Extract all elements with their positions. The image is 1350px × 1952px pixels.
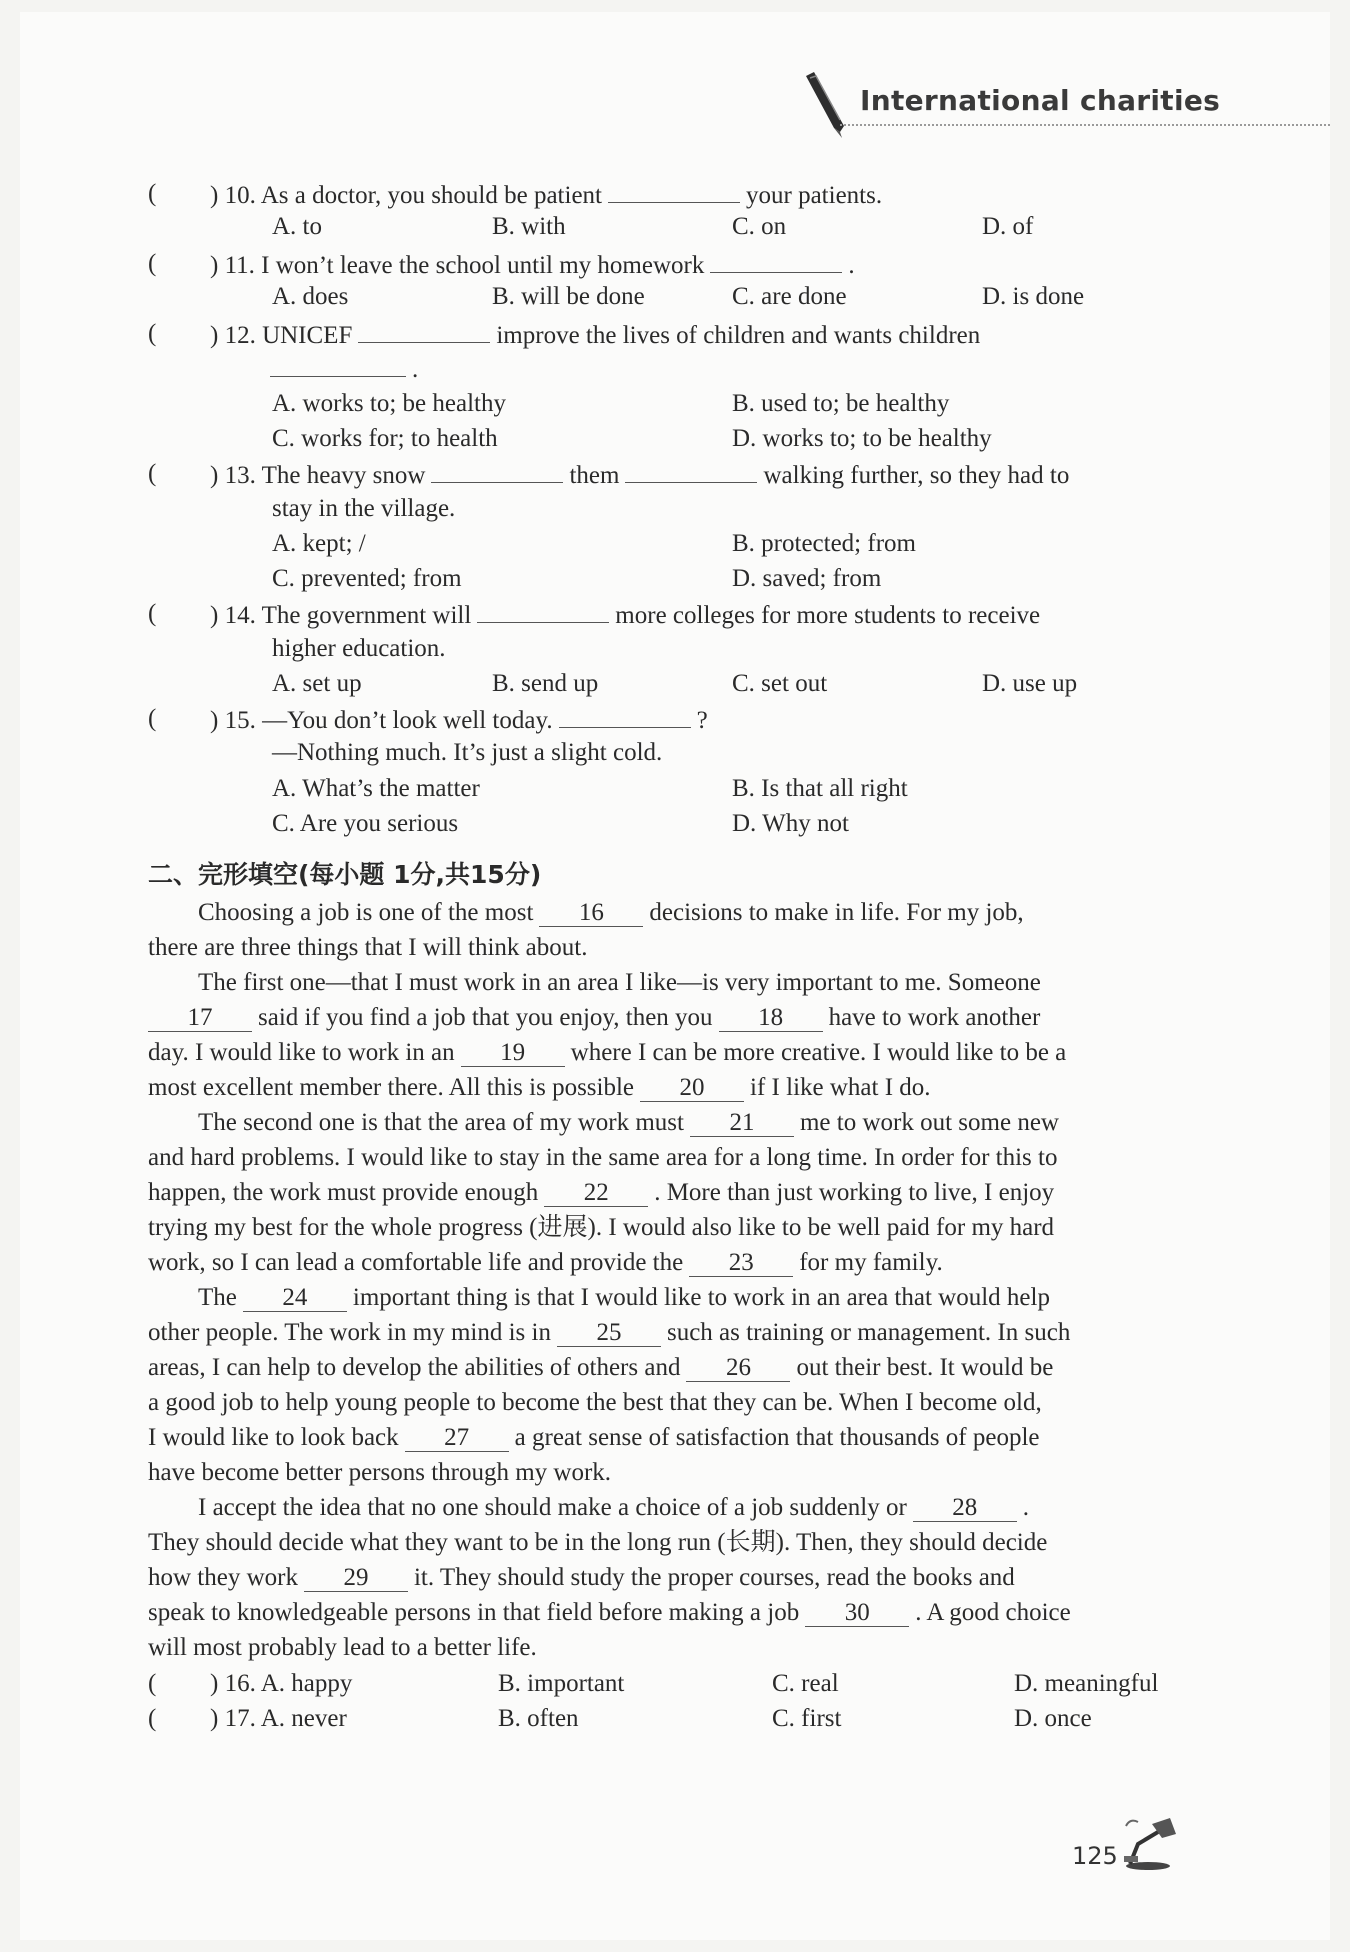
answer-blank <box>270 352 406 377</box>
passage-text: a great sense of satisfaction that thousands of people <box>514 1424 1040 1451</box>
option-b: B. protected; from <box>732 530 916 557</box>
chapter-title: International charities <box>860 84 1221 117</box>
answer-blank <box>559 703 691 728</box>
passage-text: The <box>198 1284 237 1311</box>
cloze-question-16: ) 16. A. happy <box>210 1670 353 1697</box>
passage-line: They should decide what they want to be in the long run (长期). Then, they should decide <box>148 1529 1048 1556</box>
cloze-question-17: ) 17. A. never <box>210 1705 347 1732</box>
blank-21: 21 <box>690 1110 794 1137</box>
passage-text: important thing is that I would like to work in an area that would help <box>352 1284 1050 1311</box>
answer-blank <box>710 248 842 273</box>
option-c: C. on <box>732 213 787 240</box>
section-title: 二、完形填空(每小题 1分,共15分) <box>148 860 542 889</box>
passage-text: most excellent member there. All this is possible <box>148 1074 635 1101</box>
option-a: A. kept; / <box>272 530 366 557</box>
passage-line <box>148 1563 1015 1593</box>
passage-line <box>148 1003 1040 1033</box>
passage-text: for my family. <box>799 1249 943 1276</box>
blank-27: 27 <box>405 1425 509 1452</box>
passage-text: areas, I can help to develop the abilities of others and <box>148 1354 681 1381</box>
answer-paren: ( <box>148 320 157 347</box>
question-stem: more colleges for more students to receive <box>615 602 1041 629</box>
question-13-continued: stay in the village. <box>272 495 456 522</box>
question-stem: your patients. <box>746 182 883 209</box>
question-15 <box>210 703 708 736</box>
passage-text: such as training or management. In such <box>666 1319 1071 1346</box>
question-stem: ) 11. I won’t leave the school until my homework <box>210 252 705 279</box>
chapter-header <box>800 70 1330 130</box>
passage-text: how they work <box>148 1564 298 1591</box>
desk-lamp-icon <box>1118 1812 1180 1872</box>
option-c: C. prevented; from <box>272 565 462 592</box>
blank-25: 25 <box>557 1320 661 1347</box>
answer-paren: ( <box>148 460 157 487</box>
option-b: B. often <box>498 1705 579 1732</box>
passage-line <box>148 1423 1040 1453</box>
blank-22: 22 <box>544 1180 648 1207</box>
question-stem: ) 10. As a doctor, you should be patient <box>210 182 602 209</box>
header-rule <box>840 124 1330 126</box>
option-d: D. saved; from <box>732 565 882 592</box>
answer-paren: ( <box>148 600 157 627</box>
question-stem: ) 15. —You don’t look well today. <box>210 707 553 734</box>
option-a: A. What’s the matter <box>272 775 480 802</box>
question-stem: improve the lives of children and wants children <box>496 322 981 349</box>
option-b: B. will be done <box>492 283 645 310</box>
blank-18: 18 <box>719 1005 823 1032</box>
passage-line: trying my best for the whole progress (进展). I would also like to be well paid for my hard <box>148 1214 1055 1241</box>
answer-paren: ( <box>148 705 157 732</box>
passage-line <box>148 1248 943 1278</box>
page-number: 125 <box>1072 1842 1118 1870</box>
passage-text: I accept the idea that no one should make a choice of a job suddenly or <box>198 1494 907 1521</box>
passage-text: me to work out some new <box>799 1109 1059 1136</box>
option-c: C. first <box>772 1705 842 1732</box>
question-stem: ? <box>696 707 708 734</box>
option-c: C. Are you serious <box>272 810 459 837</box>
passage-line <box>148 1598 1071 1628</box>
passage-text: Choosing a job is one of the most <box>198 899 534 926</box>
option-a: A. does <box>272 283 349 310</box>
answer-paren: ( <box>148 250 157 277</box>
passage-text: it. They should study the proper courses, read the books and <box>413 1564 1015 1591</box>
passage-text: out their best. It would be <box>796 1354 1054 1381</box>
option-c: C. real <box>772 1670 839 1697</box>
option-d: D. works to; to be healthy <box>732 425 992 452</box>
option-a: A. set up <box>272 670 362 697</box>
option-d: D. is done <box>982 283 1085 310</box>
option-d: D. meaningful <box>1014 1670 1159 1697</box>
option-d: D. of <box>982 213 1034 240</box>
passage-text: have to work another <box>828 1004 1041 1031</box>
passage-text: day. I would like to work in an <box>148 1039 455 1066</box>
passage-line <box>148 1073 931 1103</box>
option-b: B. used to; be healthy <box>732 390 950 417</box>
passage-text: work, so I can lead a comfortable life and provide the <box>148 1249 684 1276</box>
passage-line <box>198 1283 1050 1313</box>
passage-line <box>148 1353 1053 1383</box>
passage-text: happen, the work must provide enough <box>148 1179 539 1206</box>
answer-paren: ( <box>148 1705 157 1732</box>
question-15-reply: —Nothing much. It’s just a slight cold. <box>272 739 663 766</box>
passage-text: . More than just working to live, I enjoy <box>654 1179 1055 1206</box>
blank-24: 24 <box>243 1285 347 1312</box>
answer-blank <box>431 458 563 483</box>
pen-icon <box>800 70 856 140</box>
option-b: B. important <box>498 1670 625 1697</box>
answer-blank <box>358 318 490 343</box>
option-d: D. Why not <box>732 810 849 837</box>
answer-blank <box>608 178 740 203</box>
blank-20: 20 <box>640 1075 744 1102</box>
question-11 <box>210 248 855 281</box>
blank-26: 26 <box>686 1355 790 1382</box>
passage-text: said if you find a job that you enjoy, then you <box>258 1004 713 1031</box>
question-13 <box>210 458 1069 491</box>
blank-17: 17 <box>148 1005 252 1032</box>
passage-text: I would like to look back <box>148 1424 399 1451</box>
option-b: B. Is that all right <box>732 775 908 802</box>
question-stem: walking further, so they had to <box>763 462 1070 489</box>
passage-line <box>148 1178 1054 1208</box>
option-c: C. are done <box>732 283 847 310</box>
blank-19: 19 <box>461 1040 565 1067</box>
passage-line: there are three things that I will think about. <box>148 934 588 961</box>
passage-text: other people. The work in my mind is in <box>148 1319 551 1346</box>
question-stem: . <box>848 252 855 279</box>
passage-text: speak to knowledgeable persons in that field before making a job <box>148 1599 800 1626</box>
passage-line: will most probably lead to a better life. <box>148 1634 537 1661</box>
question-stem: them <box>569 462 620 489</box>
passage-line <box>148 1038 1066 1068</box>
passage-text: . A good choice <box>915 1599 1071 1626</box>
passage-text: . <box>1022 1494 1030 1521</box>
passage-text: where I can be more creative. I would like to be a <box>570 1039 1067 1066</box>
passage-line: The first one—that I must work in an area I like—is very important to me. Someone <box>198 969 1041 996</box>
question-12 <box>210 318 980 351</box>
question-10 <box>210 178 882 211</box>
passage-text: if I like what I do. <box>750 1074 931 1101</box>
passage-text: decisions to make in life. For my job, <box>649 899 1024 926</box>
option-c: C. works for; to health <box>272 425 498 452</box>
answer-blank <box>477 598 609 623</box>
passage-line <box>198 1493 1029 1523</box>
question-12-continued <box>266 352 418 385</box>
passage-line <box>198 1108 1059 1138</box>
blank-23: 23 <box>689 1250 793 1277</box>
question-stem: . <box>412 356 419 383</box>
question-14-continued: higher education. <box>272 635 446 662</box>
question-stem: ) 13. The heavy snow <box>210 462 426 489</box>
passage-line: and hard problems. I would like to stay in the same area for a long time. In order for this to <box>148 1144 1058 1171</box>
passage-line <box>198 898 1024 928</box>
blank-29: 29 <box>304 1565 408 1592</box>
answer-paren: ( <box>148 1670 157 1697</box>
answer-paren: ( <box>148 180 157 207</box>
passage-line: have become better persons through my work. <box>148 1459 612 1486</box>
passage-line <box>148 1318 1070 1348</box>
blank-28: 28 <box>913 1495 1017 1522</box>
option-a: A. to <box>272 213 322 240</box>
question-stem: ) 14. The government will <box>210 602 472 629</box>
answer-blank <box>625 458 757 483</box>
option-a: A. works to; be healthy <box>272 390 506 417</box>
blank-30: 30 <box>805 1600 909 1627</box>
option-b: B. with <box>492 213 566 240</box>
option-d: D. use up <box>982 670 1078 697</box>
passage-line: a good job to help young people to become the best that they can be. When I become old, <box>148 1389 1042 1416</box>
question-14 <box>210 598 1040 631</box>
passage-text: The second one is that the area of my work must <box>198 1109 684 1136</box>
blank-16: 16 <box>539 900 643 927</box>
question-stem: ) 12. UNICEF <box>210 322 353 349</box>
option-b: B. send up <box>492 670 599 697</box>
option-c: C. set out <box>732 670 828 697</box>
option-d: D. once <box>1014 1705 1092 1732</box>
